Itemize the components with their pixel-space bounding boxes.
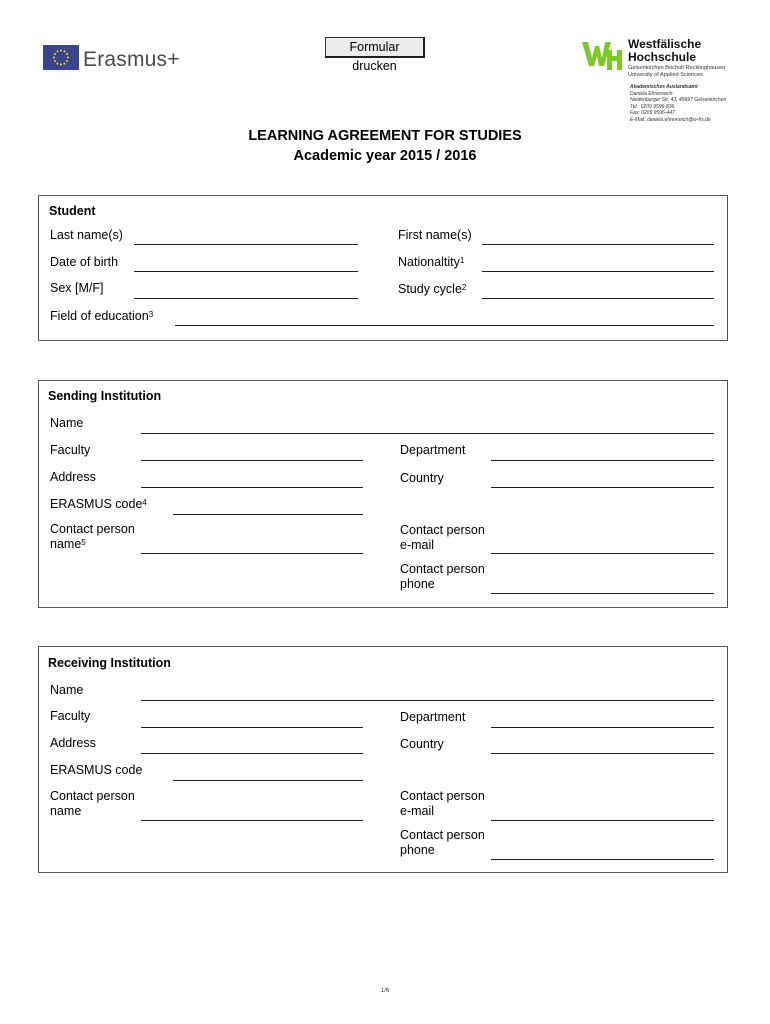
receiving-erasmus-code-label: ERASMUS code bbox=[50, 763, 143, 777]
print-form-button[interactable]: Formular drucken bbox=[325, 37, 425, 58]
office-address: Neidenburger Str. 43, 45897 Gelsenkirchen bbox=[630, 97, 727, 103]
receiving-department-field[interactable] bbox=[491, 727, 714, 728]
institution-sub-line2: University of Applied Sciences bbox=[628, 71, 703, 78]
office-contact-block bbox=[630, 84, 726, 123]
sending-name-label: Name bbox=[50, 416, 84, 430]
receiving-erasmus-code-field[interactable] bbox=[173, 780, 363, 781]
receiving-contact-email-field[interactable] bbox=[491, 820, 714, 821]
receiving-name-label: Name bbox=[50, 683, 84, 697]
sending-contact-email-label: Contact person e-mail bbox=[400, 523, 485, 552]
first-name-label: First name(s) bbox=[398, 228, 472, 242]
sending-section-title: Sending Institution bbox=[48, 389, 162, 403]
office-title: Akademisches Auslandsamt bbox=[630, 84, 698, 90]
institution-name bbox=[628, 38, 701, 64]
sending-contact-phone-label: Contact person phone bbox=[400, 562, 485, 591]
office-fax: Fax: 0209 9596-447 bbox=[630, 110, 675, 116]
last-name-label: Last name(s) bbox=[50, 228, 123, 242]
sending-faculty-label: Faculty bbox=[50, 443, 91, 457]
sending-name-field[interactable] bbox=[141, 433, 714, 434]
nationality-label: Nationaltity$^1$ bbox=[398, 255, 465, 269]
receiving-section-title: Receiving Institution bbox=[48, 656, 171, 670]
receiving-institution-section bbox=[38, 646, 728, 873]
nationality-field[interactable] bbox=[482, 271, 714, 272]
page-number: 1/6 bbox=[380, 988, 390, 994]
student-section-title: Student bbox=[49, 204, 96, 218]
field-of-education-label: Field of education$^3$ bbox=[50, 309, 154, 323]
sending-contact-email-field[interactable] bbox=[491, 553, 714, 554]
eu-flag-icon bbox=[43, 45, 79, 70]
sending-faculty-field[interactable] bbox=[141, 460, 363, 461]
office-email: E-Mail: daniela.ehrenreich@w-hs.de bbox=[630, 116, 711, 123]
receiving-address-field[interactable] bbox=[141, 753, 363, 754]
field-of-education-field[interactable] bbox=[175, 325, 714, 326]
receiving-country-field[interactable] bbox=[491, 753, 714, 754]
sending-erasmus-code-field[interactable] bbox=[173, 514, 363, 515]
document-title: LEARNING AGREEMENT FOR STUDIES bbox=[248, 128, 522, 144]
study-cycle-field[interactable] bbox=[482, 298, 714, 299]
sending-contact-phone-field[interactable] bbox=[491, 593, 714, 594]
institution-name-line1: Westfälische bbox=[628, 37, 702, 51]
first-name-field[interactable] bbox=[482, 244, 714, 245]
receiving-contact-email-label: Contact person e-mail bbox=[400, 789, 485, 818]
receiving-contact-phone-label: Contact person phone bbox=[400, 828, 485, 857]
receiving-contact-phone-field[interactable] bbox=[491, 859, 714, 860]
date-of-birth-label: Date of birth bbox=[50, 255, 119, 269]
receiving-contact-name-field[interactable] bbox=[141, 820, 363, 821]
receiving-name-field[interactable] bbox=[141, 700, 714, 701]
sending-address-field[interactable] bbox=[141, 487, 363, 488]
institution-sub-line1: Gelsenkirchen Bocholt Recklinghausen bbox=[628, 65, 726, 71]
sending-institution-section bbox=[38, 380, 728, 608]
sending-contact-name-field[interactable] bbox=[141, 553, 363, 554]
institution-name-line2: Hochschule bbox=[628, 50, 697, 64]
sending-contact-name-label: Contact person name$^5$ bbox=[50, 522, 135, 551]
study-cycle-label: Study cycle$^2$ bbox=[398, 282, 467, 296]
receiving-address-label: Address bbox=[50, 736, 96, 750]
sending-department-field[interactable] bbox=[491, 460, 714, 461]
sending-department-label: Department bbox=[400, 443, 466, 457]
institution-subtitle bbox=[628, 65, 725, 78]
sending-country-field[interactable] bbox=[491, 487, 714, 488]
receiving-faculty-field[interactable] bbox=[141, 727, 363, 728]
sending-erasmus-code-label: ERASMUS code$^4$ bbox=[50, 497, 147, 511]
receiving-country-label: Country bbox=[400, 737, 444, 751]
document-subtitle: Academic year 2015 / 2016 bbox=[293, 148, 477, 164]
erasmus-logo-text: Erasmus+ bbox=[83, 48, 180, 71]
last-name-field[interactable] bbox=[134, 244, 358, 245]
receiving-department-label: Department bbox=[400, 710, 466, 724]
wh-logo-icon bbox=[580, 36, 624, 72]
office-tel: Tel.: 0209 9596-836 bbox=[630, 103, 675, 110]
sex-field[interactable] bbox=[134, 298, 358, 299]
sending-country-label: Country bbox=[400, 471, 444, 485]
receiving-contact-name-label: Contact person name bbox=[50, 789, 135, 818]
office-contact: Daniela Ehrenreich bbox=[630, 90, 673, 97]
receiving-faculty-label: Faculty bbox=[50, 709, 91, 723]
date-of-birth-field[interactable] bbox=[134, 271, 358, 272]
sex-label: Sex [M/F] bbox=[50, 281, 104, 295]
sending-address-label: Address bbox=[50, 470, 96, 484]
